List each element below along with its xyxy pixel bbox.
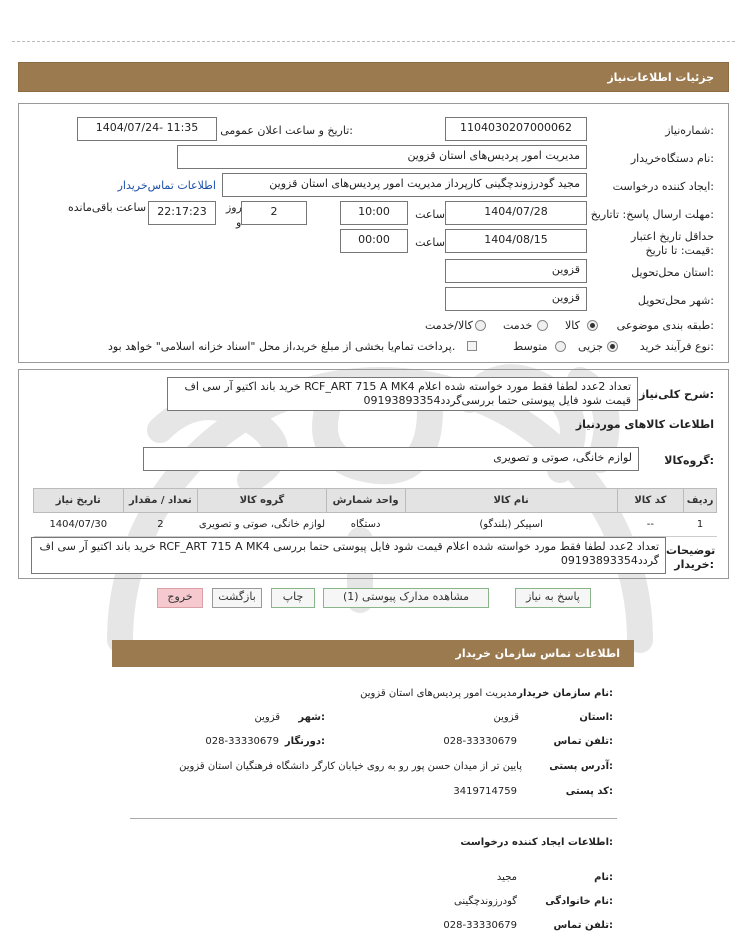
group-label: گروه‌کالا: <box>664 454 714 467</box>
remaining-time-field[interactable]: 22:17:23 <box>148 201 216 225</box>
name-label: نام: <box>594 872 613 883</box>
fax-value: 028-33330679 <box>205 736 279 747</box>
deadline-date-field[interactable]: 1404/07/28 <box>445 201 587 225</box>
category-radio-both[interactable] <box>475 320 486 331</box>
creator-phone-label: تلفن تماس: <box>553 920 613 931</box>
announce-field[interactable]: 1404/07/24- 11:35 <box>77 117 217 141</box>
contact-title: اطلاعات تماس سازمان خریدار <box>112 640 634 667</box>
city-label: شهر محل‌تحویل: <box>637 294 714 307</box>
validity-date-field[interactable]: 1404/08/15 <box>445 229 587 253</box>
process-option-minor: جزیی <box>578 340 604 353</box>
process-radio-medium[interactable] <box>555 341 566 352</box>
category-radio-goods[interactable] <box>587 320 598 331</box>
contact-city-value: قزوین <box>254 712 280 723</box>
family-label: نام خانوادگی: <box>545 896 613 907</box>
min-validity-label: حداقل تاریخ اعتبار قیمت: تا تاریخ: <box>630 230 714 257</box>
payment-note: پرداخت تمام‌یا بخشی از مبلغ خرید،از محل "اسناد خزانه اسلامی" خواهد بود. <box>108 340 456 353</box>
org-value: مدیریت امور پردیس‌های استان قزوین <box>360 688 517 699</box>
validity-time-field[interactable]: 00:00 <box>340 229 408 253</box>
remaining-label: ساعت باقی‌مانده <box>68 201 147 214</box>
col-date: تاریخ نیاز <box>34 489 124 513</box>
creator-field[interactable]: مجید گودرزوندچگینی کارپرداز مدیریت امور پردیس‌های استان قزوین <box>222 173 587 197</box>
cell-unit: دستگاه <box>326 513 405 537</box>
deadline-time-field[interactable]: 10:00 <box>340 201 408 225</box>
creator-info-title: اطلاعات ایجاد کننده درخواست: <box>460 837 613 848</box>
cell-date: 1404/07/30 <box>34 513 124 537</box>
category-radio-service[interactable] <box>537 320 548 331</box>
deadline-label: مهلت ارسال پاسخ: تاتاریخ: <box>590 208 714 221</box>
view-docs-button[interactable]: مشاهده مدارک پیوستی (1) <box>323 588 489 608</box>
col-group: گروه کالا <box>198 489 326 513</box>
buyer-org-field[interactable]: مدیریت امور پردیس‌های استان قزوین <box>177 145 587 169</box>
contact-city-label: شهر: <box>298 712 325 723</box>
table-row[interactable] <box>34 513 717 537</box>
buyer-contact-link[interactable]: اطلاعات تماس‌خریدار <box>117 179 216 192</box>
process-option-medium: متوسط <box>513 340 548 353</box>
col-unit: واحد شمارش <box>326 489 405 513</box>
cell-group: لوازم خانگی، صوتی و تصویری <box>198 513 326 537</box>
validity-time-label: ساعت <box>415 236 445 249</box>
address-value: پایین تر از میدان حسن پور رو به روی خیابان کارگر دانشگاه فرهنگیان استان قزوین <box>179 761 522 772</box>
summary-field[interactable]: خرید باند اکتیو آر سی اف RCF_ART 715 A MK4 تعداد 2عدد لطفا فقط مورد خواسته شده اعلام قیمت شود فایل پیوستی حتما بررسی‌گردد09193893354 <box>167 377 638 411</box>
province-field[interactable]: قزوین <box>445 259 587 283</box>
group-field[interactable]: لوازم خانگی، صوتی و تصویری <box>143 447 639 471</box>
province-label: استان محل‌تحویل: <box>631 266 714 279</box>
goods-info-heading: اطلاعات کالاهای موردنیاز <box>575 418 714 431</box>
print-button[interactable]: چاپ <box>271 588 315 608</box>
exit-button[interactable]: خروج <box>157 588 203 608</box>
cell-code: -- <box>617 513 684 537</box>
category-option-both: کالا/خدمت <box>425 319 473 332</box>
table-header-row <box>34 489 717 513</box>
contact-province-label: استان: <box>579 712 613 723</box>
summary-label: شرح کلی‌نیاز: <box>639 388 714 401</box>
postal-label: کد پستی: <box>565 786 613 797</box>
phone-label: تلفن تماس: <box>553 736 613 747</box>
page-title: جزئیات اطلاعات‌نیاز <box>18 62 729 92</box>
fax-label: دورنگار: <box>284 736 325 747</box>
process-radio-minor[interactable] <box>607 341 618 352</box>
category-label: طبقه بندی موضوعی: <box>616 319 714 332</box>
address-label: آدرس پستی: <box>549 761 613 772</box>
process-label: نوع فرآیند خرید: <box>639 340 714 353</box>
announce-label: تاریخ و ساعت اعلان عمومی: <box>220 124 353 137</box>
top-divider <box>12 41 735 42</box>
creator-phone-value: 028-33330679 <box>443 920 517 931</box>
reply-button[interactable]: پاسخ به نیاز <box>515 588 591 608</box>
phone-value: 028-33330679 <box>443 736 517 747</box>
family-value: گودرزوندچگینی <box>454 896 517 907</box>
cell-row: 1 <box>684 513 717 537</box>
contact-divider <box>130 818 617 819</box>
items-table <box>33 488 717 537</box>
org-label: نام سازمان خریدار: <box>517 688 613 699</box>
name-value: مجید <box>496 872 517 883</box>
contact-province-value: قزوین <box>493 712 519 723</box>
category-option-service: خدمت <box>503 319 533 332</box>
cell-name: اسپیکر (بلندگو) <box>405 513 617 537</box>
and-label: و <box>236 216 242 229</box>
col-name: نام کالا <box>405 489 617 513</box>
category-option-goods: کالا <box>565 319 580 332</box>
buyer-org-label: نام دستگاه‌خریدار: <box>630 152 714 165</box>
treasury-checkbox[interactable] <box>467 341 477 351</box>
col-row: ردیف <box>684 489 717 513</box>
creator-label: ایجاد کننده درخواست: <box>612 180 714 193</box>
need-number-field[interactable]: 1104030207000062 <box>445 117 587 141</box>
col-qty: تعداد / مقدار <box>123 489 198 513</box>
days-label: روز <box>226 201 242 214</box>
cell-qty: 2 <box>123 513 198 537</box>
back-button[interactable]: بازگشت <box>212 588 262 608</box>
buyer-notes-label: توضیحات خریدار: <box>666 544 716 571</box>
deadline-time-label: ساعت <box>415 208 445 221</box>
need-number-label: شماره‌نیاز: <box>665 124 714 137</box>
city-field[interactable]: قزوین <box>445 287 587 311</box>
days-field[interactable]: 2 <box>241 201 307 225</box>
buyer-notes-field[interactable]: خرید باند اکتیو آر سی اف RCF_ART 715 A MK4 تعداد 2عدد لطفا فقط مورد خواسته شده اعلام قیمت شود فایل پیوستی حتما بررسی گردد09193893354 <box>31 537 666 574</box>
postal-value: 3419714759 <box>453 786 517 797</box>
col-code: کد کالا <box>617 489 684 513</box>
